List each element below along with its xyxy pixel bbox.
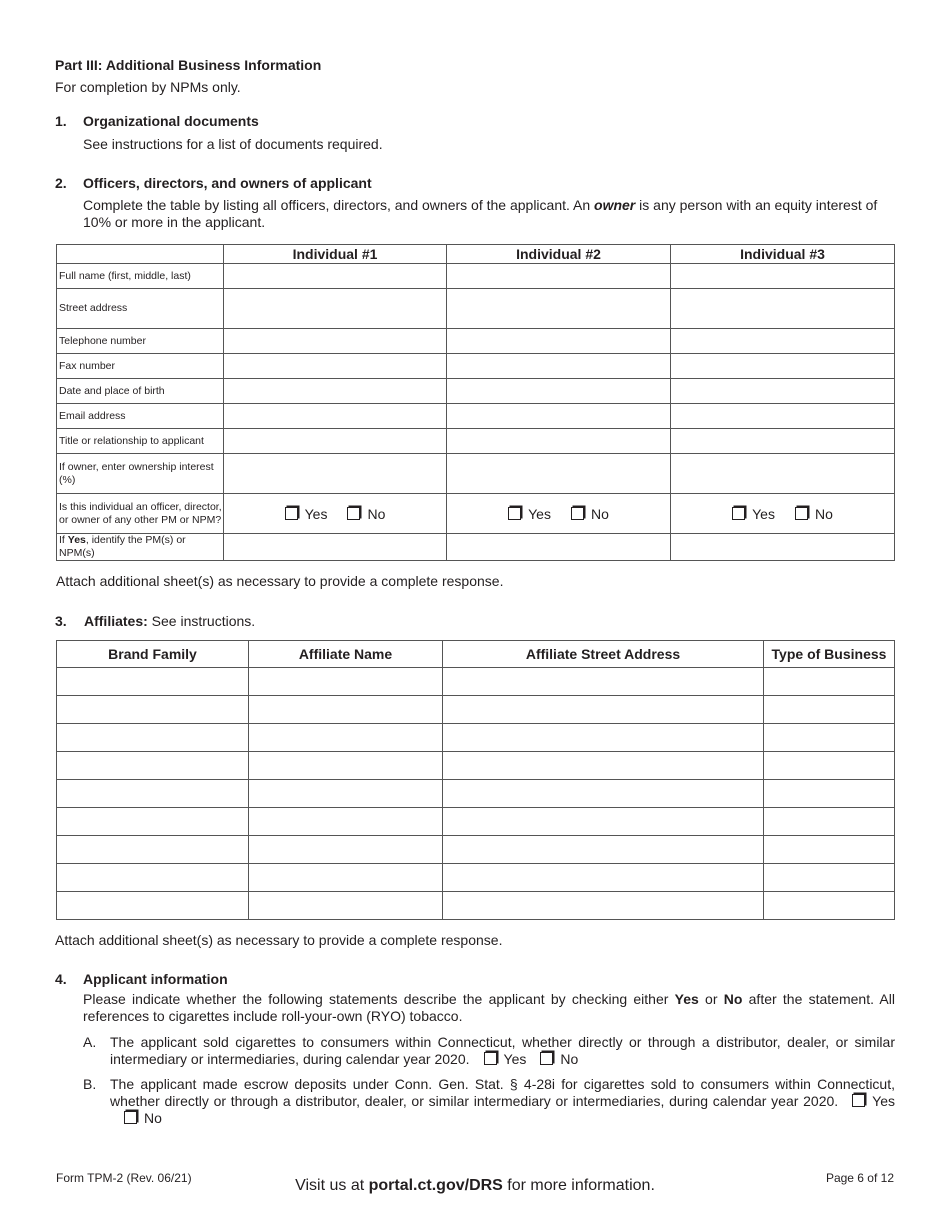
item-b-yes[interactable]: Yes bbox=[852, 1093, 895, 1110]
yes-option[interactable]: Yes bbox=[508, 506, 551, 522]
checkbox-icon[interactable] bbox=[347, 507, 360, 520]
affiliate-cell[interactable] bbox=[57, 752, 249, 780]
section3-number: 3. bbox=[55, 613, 67, 629]
officers-header-col: Individual #3 bbox=[671, 245, 895, 264]
no-option[interactable]: No bbox=[571, 506, 609, 522]
entry-cell[interactable] bbox=[224, 379, 447, 404]
item-b-no[interactable]: No bbox=[124, 1110, 162, 1127]
section4-title: Applicant information bbox=[83, 971, 228, 987]
entry-cell[interactable] bbox=[447, 454, 671, 494]
affiliates-table bbox=[56, 640, 895, 920]
affiliate-cell[interactable] bbox=[57, 696, 249, 724]
row-label: Telephone number bbox=[57, 329, 224, 354]
affiliate-cell[interactable] bbox=[249, 724, 443, 752]
entry-cell[interactable] bbox=[224, 534, 447, 561]
officers-row-ownership bbox=[57, 454, 895, 494]
row-label: If Yes, identify the PM(s) or NPM(s) bbox=[57, 534, 224, 561]
affiliate-cell[interactable] bbox=[57, 892, 249, 920]
entry-cell[interactable] bbox=[447, 329, 671, 354]
row-label: Date and place of birth bbox=[57, 379, 224, 404]
affiliate-cell[interactable] bbox=[57, 864, 249, 892]
affiliate-cell[interactable] bbox=[764, 808, 895, 836]
affiliate-cell[interactable] bbox=[57, 808, 249, 836]
affiliate-cell[interactable] bbox=[764, 696, 895, 724]
entry-cell[interactable] bbox=[447, 429, 671, 454]
affiliate-cell[interactable] bbox=[249, 780, 443, 808]
affiliate-row bbox=[57, 836, 895, 864]
item-a-text: The applicant sold cigarettes to consumers within Connecticut, whether directly or through a distributor, dealer, or similar intermediary or intermediaries, during calendar year 2020. bbox=[110, 1034, 895, 1067]
entry-cell[interactable] bbox=[447, 289, 671, 329]
entry-cell[interactable] bbox=[671, 404, 895, 429]
affiliate-cell[interactable] bbox=[443, 836, 764, 864]
officers-header-row bbox=[57, 245, 895, 264]
affiliate-cell[interactable] bbox=[764, 836, 895, 864]
item-b-text: The applicant made escrow deposits under Conn. Gen. Stat. § 4-28i for cigarettes sold to consumers within Connecticut, whether directly or through a distributor, dealer, or similar intermediary or intermediaries, during calendar year 2020. bbox=[110, 1076, 895, 1109]
no-option[interactable]: No bbox=[347, 506, 385, 522]
officers-row-identify bbox=[57, 534, 895, 561]
form-id: Form TPM-2 (Rev. 06/21) bbox=[56, 1171, 192, 1185]
entry-cell[interactable] bbox=[224, 264, 447, 289]
section2-text: Complete the table by listing all officers, directors, and owners of the applicant. An owner is any person with an equity interest of 10% or more in the applicant. bbox=[83, 197, 878, 230]
affiliate-cell[interactable] bbox=[443, 668, 764, 696]
affiliate-cell[interactable] bbox=[443, 780, 764, 808]
affiliate-cell[interactable] bbox=[443, 724, 764, 752]
row-label: Title or relationship to applicant bbox=[57, 429, 224, 454]
item-b bbox=[110, 1076, 895, 1127]
officers-row-street-address bbox=[57, 289, 895, 329]
item-a-no[interactable]: No bbox=[540, 1051, 578, 1068]
affiliate-cell[interactable] bbox=[249, 892, 443, 920]
footer-visit: Visit us at portal.ct.gov/DRS for more information. bbox=[295, 1177, 655, 1194]
section2-title: Officers, directors, and owners of applicant bbox=[83, 175, 372, 191]
part-title: Part III: Additional Business Information bbox=[55, 57, 322, 73]
section1-text: See instructions for a list of documents required. bbox=[83, 136, 383, 152]
affiliate-cell[interactable] bbox=[764, 864, 895, 892]
affiliate-cell[interactable] bbox=[57, 724, 249, 752]
affiliate-cell[interactable] bbox=[57, 780, 249, 808]
yes-no-cell bbox=[671, 494, 895, 534]
yes-no-cell bbox=[224, 494, 447, 534]
yes-option[interactable]: Yes bbox=[732, 506, 775, 522]
entry-cell[interactable] bbox=[671, 264, 895, 289]
footer-url[interactable]: portal.ct.gov/DRS bbox=[368, 1177, 503, 1194]
entry-cell[interactable] bbox=[671, 454, 895, 494]
entry-cell[interactable] bbox=[447, 534, 671, 561]
entry-cell[interactable] bbox=[671, 329, 895, 354]
checkbox-icon[interactable] bbox=[732, 507, 745, 520]
affiliate-cell[interactable] bbox=[443, 696, 764, 724]
affiliate-cell[interactable] bbox=[764, 892, 895, 920]
affiliate-row bbox=[57, 892, 895, 920]
affiliate-cell[interactable] bbox=[249, 696, 443, 724]
entry-cell[interactable] bbox=[671, 289, 895, 329]
section4-number: 4. bbox=[55, 971, 67, 987]
affiliate-cell[interactable] bbox=[443, 892, 764, 920]
officers-row-full-name bbox=[57, 264, 895, 289]
affiliate-cell[interactable] bbox=[764, 780, 895, 808]
entry-cell[interactable] bbox=[224, 329, 447, 354]
officers-header-col: Individual #2 bbox=[447, 245, 671, 264]
officers-row-other-pm bbox=[57, 494, 895, 534]
affiliate-row bbox=[57, 864, 895, 892]
item-a-yes[interactable]: Yes bbox=[484, 1051, 527, 1068]
affiliates-body bbox=[57, 668, 895, 920]
checkbox-icon[interactable] bbox=[852, 1094, 865, 1107]
entry-cell[interactable] bbox=[447, 264, 671, 289]
attach-note-affiliates: Attach additional sheet(s) as necessary to provide a complete response. bbox=[55, 932, 503, 948]
row-label: Fax number bbox=[57, 354, 224, 379]
part-subtitle: For completion by NPMs only. bbox=[55, 79, 241, 95]
affiliates-header-col: Brand Family bbox=[57, 641, 249, 668]
page-number: Page 6 of 12 bbox=[825, 1171, 894, 1185]
attach-note-officers: Attach additional sheet(s) as necessary to provide a complete response. bbox=[56, 573, 504, 589]
officers-row-telephone bbox=[57, 329, 895, 354]
section1-title: Organizational documents bbox=[83, 113, 259, 129]
checkbox-icon[interactable] bbox=[285, 507, 298, 520]
affiliate-cell[interactable] bbox=[249, 668, 443, 696]
checkbox-icon[interactable] bbox=[795, 507, 808, 520]
entry-cell[interactable] bbox=[224, 289, 447, 329]
entry-cell[interactable] bbox=[671, 534, 895, 561]
section4-intro: Please indicate whether the following statements describe the applicant by checking either Yes or No after the statement. All references to cigarettes include roll-your-own (RYO) tobacco. bbox=[83, 991, 895, 1024]
officers-header-col: Individual #1 bbox=[224, 245, 447, 264]
officers-table bbox=[56, 244, 895, 561]
affiliate-row bbox=[57, 752, 895, 780]
checkbox-icon[interactable] bbox=[540, 1052, 553, 1065]
row-label: Full name (first, middle, last) bbox=[57, 264, 224, 289]
item-a bbox=[110, 1034, 895, 1068]
affiliate-cell[interactable] bbox=[249, 752, 443, 780]
section3-heading: Affiliates: See instructions. bbox=[84, 613, 256, 629]
entry-cell[interactable] bbox=[224, 404, 447, 429]
checkbox-icon[interactable] bbox=[124, 1111, 137, 1124]
affiliate-cell[interactable] bbox=[764, 724, 895, 752]
affiliate-cell[interactable] bbox=[249, 836, 443, 864]
affiliate-cell[interactable] bbox=[57, 836, 249, 864]
checkbox-icon[interactable] bbox=[484, 1052, 497, 1065]
entry-cell[interactable] bbox=[447, 404, 671, 429]
affiliate-row bbox=[57, 780, 895, 808]
affiliates-header-col: Type of Business bbox=[764, 641, 895, 668]
item-b-letter: B. bbox=[83, 1076, 97, 1092]
entry-cell[interactable] bbox=[447, 379, 671, 404]
yes-option[interactable]: Yes bbox=[285, 506, 328, 522]
entry-cell[interactable] bbox=[671, 354, 895, 379]
affiliate-row bbox=[57, 696, 895, 724]
row-label: Email address bbox=[57, 404, 224, 429]
affiliates-header-col: Affiliate Name bbox=[249, 641, 443, 668]
affiliate-row bbox=[57, 668, 895, 696]
section2-number: 2. bbox=[55, 175, 67, 191]
yes-no-cell bbox=[447, 494, 671, 534]
affiliate-cell[interactable] bbox=[443, 808, 764, 836]
officers-row-email bbox=[57, 404, 895, 429]
affiliate-cell[interactable] bbox=[764, 752, 895, 780]
row-label: If owner, enter ownership interest (%) bbox=[57, 454, 224, 494]
entry-cell[interactable] bbox=[671, 379, 895, 404]
affiliate-cell[interactable] bbox=[764, 668, 895, 696]
officers-header-blank bbox=[57, 245, 224, 264]
affiliates-header-col: Affiliate Street Address bbox=[443, 641, 764, 668]
entry-cell[interactable] bbox=[671, 429, 895, 454]
item-a-letter: A. bbox=[83, 1034, 97, 1050]
affiliate-cell[interactable] bbox=[443, 864, 764, 892]
affiliate-row bbox=[57, 808, 895, 836]
affiliate-row bbox=[57, 724, 895, 752]
entry-cell[interactable] bbox=[224, 454, 447, 494]
affiliate-cell[interactable] bbox=[57, 668, 249, 696]
checkbox-icon[interactable] bbox=[508, 507, 521, 520]
affiliate-cell[interactable] bbox=[249, 808, 443, 836]
section1-number: 1. bbox=[55, 113, 67, 129]
row-label: Is this individual an officer, director, or owner of any other PM or NPM? bbox=[57, 494, 224, 534]
affiliate-cell[interactable] bbox=[443, 752, 764, 780]
row-label: Street address bbox=[57, 289, 224, 329]
officers-row-birth bbox=[57, 379, 895, 404]
officers-row-fax bbox=[57, 354, 895, 379]
entry-cell[interactable] bbox=[224, 429, 447, 454]
no-option[interactable]: No bbox=[795, 506, 833, 522]
affiliate-cell[interactable] bbox=[249, 864, 443, 892]
officers-row-title bbox=[57, 429, 895, 454]
entry-cell[interactable] bbox=[224, 354, 447, 379]
affiliates-header-row bbox=[57, 641, 895, 668]
entry-cell[interactable] bbox=[447, 354, 671, 379]
checkbox-icon[interactable] bbox=[571, 507, 584, 520]
